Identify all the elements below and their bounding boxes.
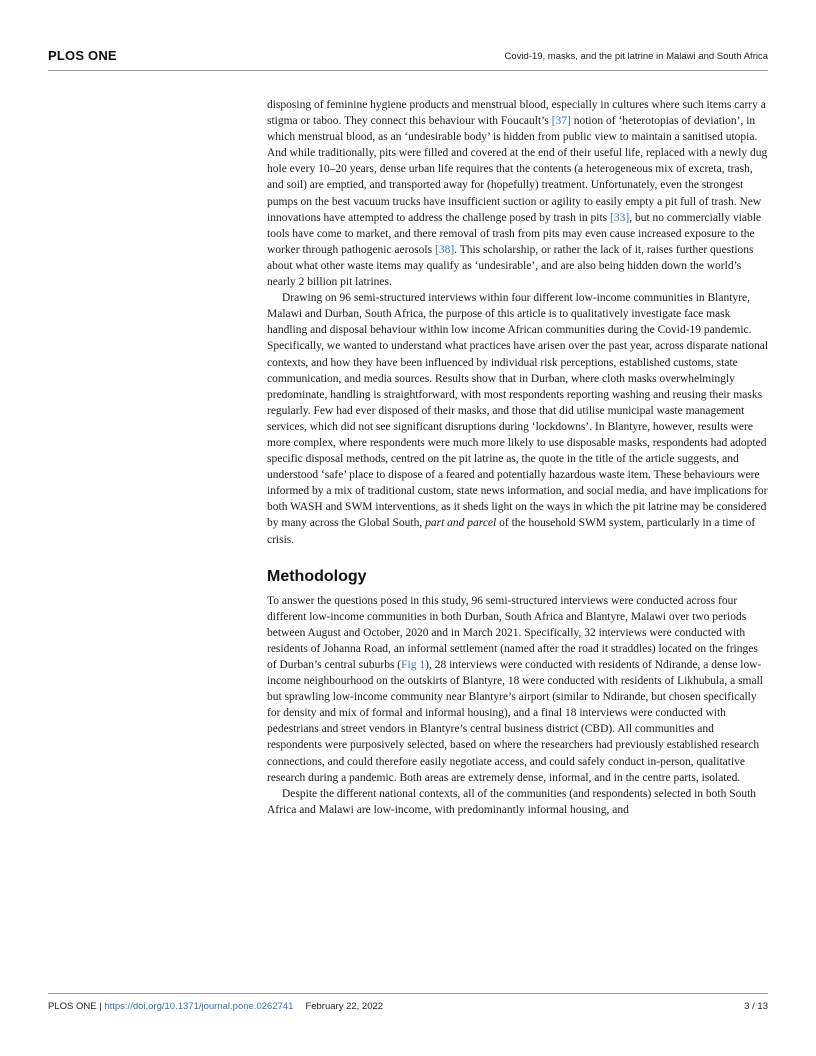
text-run: ), 28 interviews were conducted with residents of Ndirande, a dense low-income neighbourhood on the outskirts of Blantyre, 18 were conducted with residents of Likhubula, a small but sprawling low-income community near Blantyre’s airport (similar to Ndirande, but chosen specifically for density and mix of formal and informal housing), and a final 18 interviews were conducted with pedestrians and street vendors in Blantyre’s central business district (CBD). All communities and respondents were purposively selected, based on where the researchers had previously established research connections, and could therefore easily negotiate access, and could safely conduct in-person, qualitative research during a pandemic. Both areas are extremely dense, informal, and in the centre parts, isolated. [267, 659, 763, 784]
page-header [48, 48, 768, 71]
paragraph-4 [267, 786, 769, 818]
citation-link[interactable]: [37] [551, 115, 571, 128]
article-body [267, 97, 769, 818]
text-run: Drawing on 96 semi-structured interviews within four different low-income communities in Blantyre, Malawi and Durban, South Africa, the purpose of this article is to qualitatively investigate face mask handling and disposal behaviour within low income African communities during the Covid-19 pandemic. Specifically, we wanted to understand what practices have arisen over the past year, across disparate national contexts, and how they have been influenced by individual risk perceptions, established customs, state communication, and media sources. Results show that in Durban, where cloth masks overwhelmingly predominate, handling is straightforward, with most respondents reporting washing and reusing their masks regularly. Few had ever disposed of their masks, and those that did utilise municipal waste management services, which did not see significant disruptions during ‘lockdowns’. In Blantyre, however, results were more complex, where respondents were much more likely to use disposable masks, respondents had adopted specific disposal methods, centred on the pit latrine as, the quote in the title of the article suggests, and understood ‘safe’ place to dispose of a feared and potentially hazardous waste item. These behaviours were informed by a mix of traditional custom, state news information, and social media, and have implications for both WASH and SWM interventions, as it sheds light on the ways in which the pit latrine may be considered by many across the Global South, [267, 292, 769, 530]
page-number: 3 / 13 [744, 1001, 768, 1012]
text-run: of the household SWM system, particularly in a time of crisis. [267, 517, 756, 546]
publication-date: February 22, 2022 [305, 1001, 384, 1012]
journal-logo: PLOS ONE [48, 48, 117, 63]
doi-link[interactable]: https://doi.org/10.1371/journal.pone.0262741 [104, 1001, 294, 1012]
citation-link[interactable]: [38] [434, 243, 455, 256]
footer-citation [48, 1001, 383, 1012]
text-run: disposing of feminine hygiene products and menstrual blood, especially in cultures where such items carry a stigma or taboo. They connect this behaviour with Foucault’s [267, 99, 766, 128]
footer-journal: PLOS ONE [48, 1001, 97, 1012]
paragraph-1 [267, 97, 769, 290]
footer-separator: | [96, 1001, 105, 1012]
italic-text: part and parcel [425, 517, 497, 530]
text-run: . This scholarship, or rather the lack of it, raises further questions about what other waste items may qualify as ‘undesirable’, and are also being hidden down the world’s nearly 2 billion pit latrines. [267, 243, 754, 289]
paragraph-2 [267, 290, 769, 548]
text-run: notion of ‘heterotopias of deviation’, in which menstrual blood, as an ‘undesirable body’ is hidden from public view to maintain a sanitised utopia. And while traditionally, pits were filled and covered at the end of their useful life, replaced with a newly dug hole every 10–20 years, dense urban life requires that the contents (a heterogeneous mix of excreta, trash, and soil) are emptied, and transported away for (hopefully) treatment. Unfortunately, even the strongest pumps on the best vacuum trucks have insufficient suction or agility to easily empty a pit full of trash. New innovations have attempted to address the challenge posed by trash in pits [267, 115, 768, 224]
section-heading-methodology: Methodology [267, 567, 367, 585]
paragraph-3 [267, 593, 769, 786]
page-footer [48, 993, 768, 1014]
citation-link[interactable]: Fig 1 [401, 659, 426, 671]
text-run: , but no commercially viable tools have come to market, and there removal of trash from pits may even cause increased exposure to the worker through pathogenic aerosols [267, 211, 762, 256]
running-title: Covid-19, masks, and the pit latrine in Malawi and South Africa [504, 51, 768, 62]
text-run: To answer the questions posed in this study, 96 semi-structured interviews were conducted across four different low-income communities in both Durban, South Africa and Blantyre, Malawi over two periods between August and October, 2020 and in March 2021. Specifically, 32 interviews were conducted with residents of Johanna Road, an informal settlement (named after the road it straddles) located on the fringes of Durban’s central suburbs ( [267, 594, 758, 671]
citation-link[interactable]: [33] [610, 211, 630, 224]
text-run: Despite the different national contexts, all of the communities (and respondents) selected in both South Africa and Malawi are low-income, with predominantly informal housing, and [267, 787, 757, 816]
